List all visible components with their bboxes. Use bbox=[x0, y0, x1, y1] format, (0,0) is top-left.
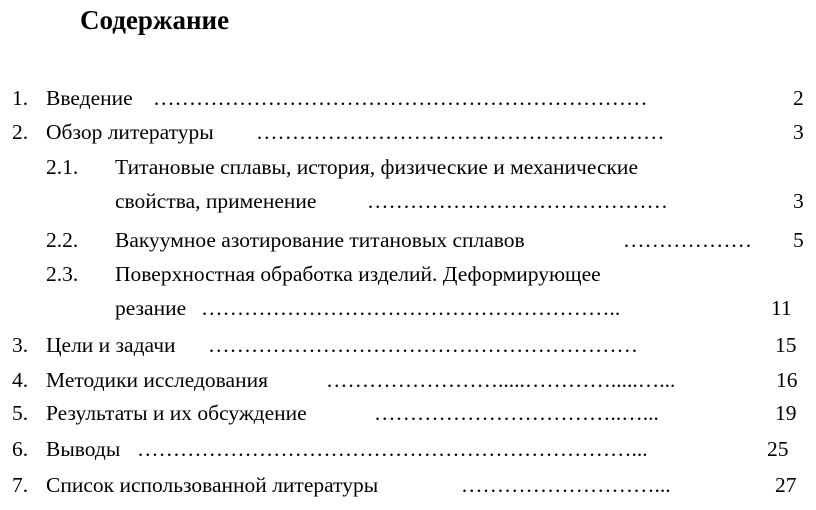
toc-entry-title: Цели и задачи bbox=[46, 333, 176, 357]
toc-entry-leader: ……………………………………………………………... bbox=[137, 437, 648, 461]
toc-entry-leader: ………………………………………………… bbox=[256, 120, 665, 144]
toc-entry-goals[interactable] bbox=[12, 331, 808, 359]
toc-entry-leader: ………………………………………………….. bbox=[201, 296, 621, 320]
toc-entry-leader: …………………….....………….....…... bbox=[326, 368, 676, 392]
toc-entry-conclusions[interactable] bbox=[12, 435, 808, 463]
toc-entry-results[interactable] bbox=[12, 399, 808, 427]
toc-entry-vacuum-nitriding[interactable] bbox=[12, 226, 808, 254]
toc-entry-number: 4. bbox=[12, 368, 29, 392]
toc-entry-titanium-alloys[interactable] bbox=[12, 153, 808, 217]
toc-entry-number: 2. bbox=[12, 120, 29, 144]
toc-entry-title: Титановые сплавы, история, физические и механические bbox=[115, 155, 638, 179]
toc-entry-literature-review[interactable] bbox=[12, 118, 808, 146]
toc-entry-page: 16 bbox=[776, 368, 798, 392]
toc-entry-title: Список использованной литературы bbox=[46, 473, 379, 497]
toc-entry-surface-treatment[interactable] bbox=[12, 260, 808, 324]
toc-entry-references[interactable] bbox=[12, 471, 808, 499]
toc-entry-number: 6. bbox=[12, 437, 29, 461]
toc-entry-leader: …………………………………………………………… bbox=[153, 86, 648, 110]
toc-entry-number: 5. bbox=[12, 401, 29, 425]
toc-entry-leader: ……………… bbox=[623, 228, 752, 252]
toc-entry-number: 3. bbox=[12, 333, 29, 357]
toc-entry-title: Вакуумное азотирование титановых сплавов bbox=[115, 228, 525, 252]
toc-title: Содержание bbox=[80, 5, 230, 35]
toc-entry-page: 25 bbox=[767, 437, 789, 461]
toc-entry-leader: ……………………………..…... bbox=[374, 401, 659, 425]
toc-entry-title: Введение bbox=[46, 86, 133, 110]
toc-entry-page: 5 bbox=[793, 228, 804, 252]
toc-entry-page: 11 bbox=[771, 296, 792, 320]
toc-entry-methods[interactable] bbox=[12, 366, 808, 394]
toc-entry-page: 3 bbox=[793, 189, 804, 213]
toc-entry-number: 2.2. bbox=[46, 228, 79, 252]
toc-entry-number: 1. bbox=[12, 86, 29, 110]
toc-entry-page: 2 bbox=[793, 86, 804, 110]
toc-entry-leader: ………………………... bbox=[461, 473, 671, 497]
toc-entry-title: Обзор литературы bbox=[46, 120, 214, 144]
toc-entry-page: 27 bbox=[775, 473, 797, 497]
toc-entry-number: 7. bbox=[12, 473, 29, 497]
toc-entry-page: 19 bbox=[775, 401, 797, 425]
toc-entry-introduction[interactable] bbox=[12, 84, 808, 112]
toc-entry-page: 3 bbox=[793, 120, 804, 144]
toc-entry-title: Методики исследования bbox=[46, 368, 268, 392]
toc-entry-title: Поверхностная обработка изделий. Деформирующее bbox=[115, 262, 601, 286]
toc-entry-number: 2.1. bbox=[46, 155, 79, 179]
toc-entry-leader: …………………………………………………… bbox=[208, 333, 638, 357]
toc-entry-title-continuation: свойства, применение bbox=[115, 189, 317, 213]
toc-entry-page: 15 bbox=[775, 333, 797, 357]
toc-entry-number: 2.3. bbox=[46, 262, 79, 286]
toc-entry-title-continuation: резание bbox=[115, 296, 187, 320]
toc-entry-title: Результаты и их обсуждение bbox=[46, 401, 307, 425]
toc-entry-leader: …………………………………… bbox=[367, 189, 668, 213]
toc-entry-title: Выводы bbox=[46, 437, 121, 461]
